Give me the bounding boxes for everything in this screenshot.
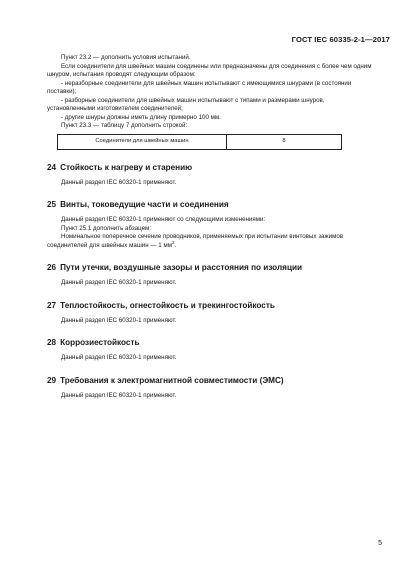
- paragraph-23-3: Пункт 23.3 — таблицу 7 дополнить строкой:: [61, 122, 188, 129]
- section-body-2: Пункт 25.1 дополнить абзацем:: [61, 224, 152, 232]
- section-body-3-text: Номинальное поперечное сечение проводников, применяемых при испытании винтовых зажимов соединителей для швейных машин — 1 мм: [47, 233, 344, 249]
- section-number: 26: [47, 263, 57, 272]
- section-title: Пути утечки, воздушные зазоры и расстояния по изоляции: [60, 263, 303, 272]
- page-number: 5: [378, 540, 382, 547]
- section-body: Данный раздел IEC 60320-1 применяют со следующими изменениями:: [61, 216, 266, 223]
- paragraph-23-2: Пункт 23.2 — дополнить условия испытаний.: [61, 54, 191, 61]
- section-number: 25: [47, 200, 57, 209]
- table-cell-label: Соединители для швейных машин: [58, 134, 227, 149]
- page-content: [47, 54, 372, 400]
- section-number: 24: [47, 162, 57, 172]
- section-body: Данный раздел IEC 60320-1 применяют.: [61, 178, 177, 186]
- section-number: 28: [47, 338, 57, 347]
- section-body-3: [47, 233, 372, 250]
- section-body: Данный раздел IEC 60320-1 применяют.: [61, 279, 177, 286]
- section-title: Стойкость к нагреву и старению: [60, 162, 193, 172]
- list-item-rewirable: - разборные соединители для швейных машин испытывают с типами и размерами шнуров, установленными изготовителем соединителей;: [47, 96, 325, 112]
- section-heading: [47, 301, 372, 311]
- section-body-3-end: .: [174, 241, 177, 249]
- section-28: [47, 338, 372, 363]
- section-number: 29: [47, 375, 57, 385]
- list-item-nonrewirable: - неразборные соединители для швейных машин испытывают с имеющимися шнурами (в состоянии поставки);: [47, 79, 352, 95]
- superscript: 2: [171, 239, 175, 245]
- section-heading: [47, 338, 372, 348]
- section-heading: [47, 263, 372, 273]
- section-24: [47, 163, 372, 188]
- paragraph-connectors: Если соединители для швейных машин соединены или предназначены для соединения с более чем одним шнуром, испытания проводят следующим образом:: [47, 62, 372, 78]
- section-26: [47, 263, 372, 288]
- section-29: [47, 376, 372, 401]
- list-item-other-cords: - другие шнуры должны иметь длину примерно 100 мм.: [61, 113, 221, 121]
- table-7-row: [57, 134, 342, 150]
- section-title: Винты, токоведущие части и соединения: [60, 200, 229, 209]
- section-body: Данный раздел IEC 60320-1 применяют.: [61, 316, 177, 324]
- section-title: Коррозиестойкость: [60, 338, 140, 347]
- table-cell-value: 8: [227, 134, 342, 149]
- standard-header: ГОСТ IEC 60335-2-1—2017: [291, 35, 390, 44]
- section-title: Требования к электромагнитной совместимости (ЭМС): [60, 375, 284, 385]
- section-25: [47, 200, 372, 250]
- section-body: Данный раздел IEC 60320-1 применяют.: [61, 391, 177, 399]
- section-body: Данный раздел IEC 60320-1 применяют.: [61, 354, 177, 361]
- section-number: 27: [47, 300, 57, 310]
- table-row: [58, 134, 342, 149]
- section-title: Теплостойкость, огнестойкость и трекингостойкость: [60, 300, 275, 310]
- section-heading: [47, 376, 372, 386]
- section-27: [47, 301, 372, 326]
- section-heading: [47, 163, 372, 173]
- section-heading: [47, 200, 372, 210]
